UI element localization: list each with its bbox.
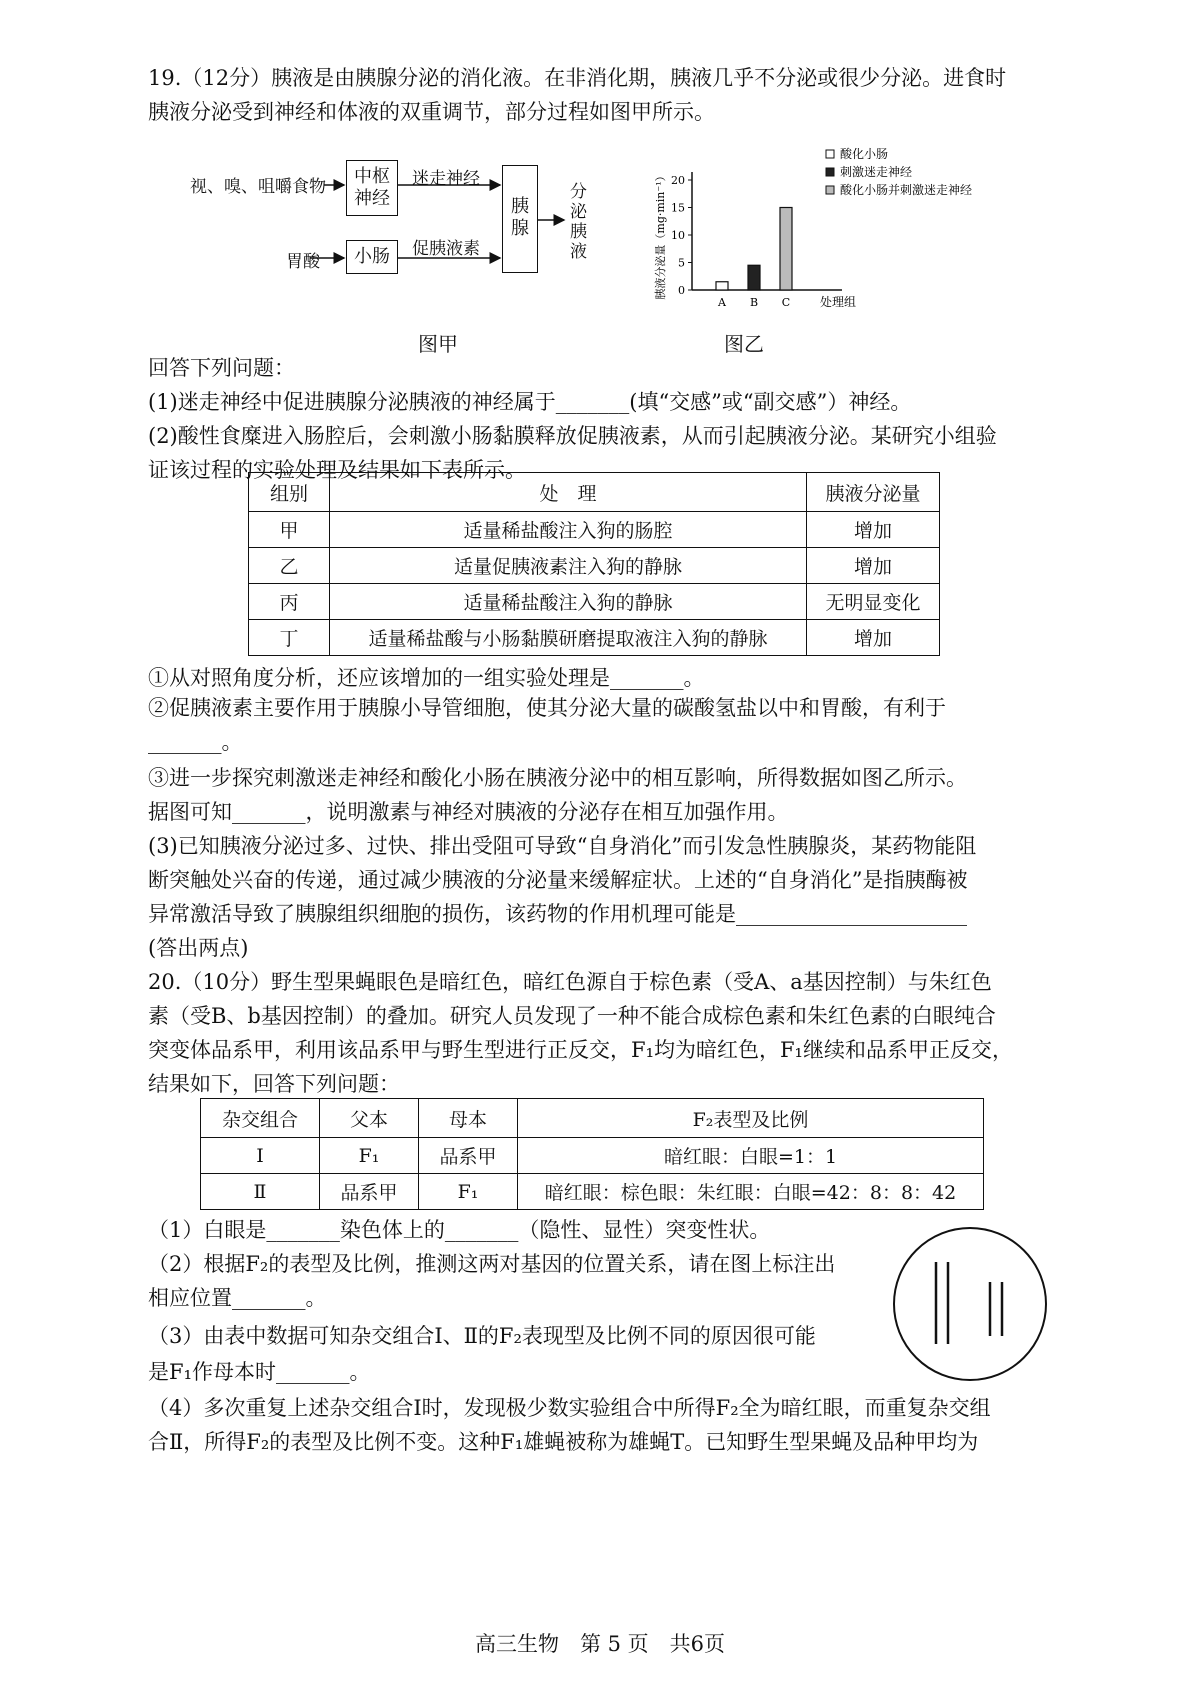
legend-label: 刺激迷走神经 (840, 165, 913, 179)
cell-father: F₁ (320, 1138, 419, 1174)
q19-c3-line2: 据图可知_______，说明激素与神经对胰液的分泌存在相互加强作用。 (148, 800, 789, 824)
q20-s3-line1: （3）由表中数据可知杂交组合Ⅰ、Ⅱ的F₂表现型及比例不同的原因很可能 (148, 1324, 816, 1348)
legend-swatch (826, 168, 834, 176)
y-tick-label: 10 (671, 229, 685, 242)
fig-a-intestine-box: 小肠 (346, 240, 398, 274)
y-tick-label: 15 (671, 201, 685, 215)
th-treatment: 处 理 (330, 473, 807, 512)
q20-table (200, 1098, 984, 1210)
q19-sub3-line2: 断突触处兴奋的传递，通过减少胰液的分泌量来缓解症状。上述的“自身消化”是指胰酶被 (148, 868, 968, 892)
table-row (249, 548, 940, 584)
q19-table (248, 472, 940, 656)
legend-label: 酸化小肠并刺激迷走神经 (840, 183, 973, 197)
y-tick-label: 5 (678, 256, 685, 270)
th-secretion: 胰液分泌量 (807, 473, 940, 512)
q20-s2-line1: （2）根据F₂的表型及比例，推测这两对基因的位置关系，请在图上标注出 (148, 1252, 836, 1276)
q19-intro-line2: 胰液分泌受到神经和体液的双重调节，部分过程如图甲所示。 (148, 100, 715, 124)
q19-answer-prompt: 回答下列问题： (148, 356, 295, 380)
fig-a-pancreas-line1: 胰 (511, 196, 529, 217)
cell-group: 丁 (249, 620, 330, 656)
th-f2: F₂表型及比例 (518, 1099, 984, 1138)
fig-b-chart (650, 142, 1010, 327)
cell-treatment: 适量稀盐酸与小肠黏膜研磨提取液注入狗的静脉 (330, 620, 807, 656)
q19-intro-line1: 19.（12分）胰液是由胰腺分泌的消化液。在非消化期，胰液几乎不分泌或很少分泌。进食时 (148, 66, 1007, 90)
cell-treatment: 适量促胰液素注入狗的静脉 (330, 548, 807, 584)
legend-swatch (826, 150, 834, 158)
q19-c3-line1: ③进一步探究刺激迷走神经和酸化小肠在胰液分泌中的相互影响，所得数据如图乙所示。 (148, 766, 967, 790)
table-header-row (201, 1099, 984, 1138)
th-father: 父本 (320, 1099, 419, 1138)
cell-circle (894, 1228, 1046, 1380)
fig-a-pancreas-line2: 腺 (511, 218, 529, 239)
cell-group: 丙 (249, 584, 330, 620)
fig-a-vagus-label: 迷走神经 (412, 169, 480, 189)
th-mother: 母本 (419, 1099, 518, 1138)
fig-a-caption: 图甲 (418, 332, 458, 356)
cell-cross: Ⅰ (201, 1138, 320, 1174)
q20-s4-line1: （4）多次重复上述杂交组合Ⅰ时，发现极少数实验组合中所得F₂全为暗红眼，而重复杂交组 (148, 1396, 991, 1420)
cell-group: 乙 (249, 548, 330, 584)
q20-intro-line2: 素（受B、b基因控制）的叠加。研究人员发现了一种不能合成棕色素和朱红色素的白眼纯合 (148, 1004, 996, 1028)
chromosome-diagram (890, 1224, 1050, 1384)
x-tick-label: C (781, 296, 791, 309)
cell-result: 无明显变化 (807, 584, 940, 620)
bar-B (748, 265, 760, 290)
cell-mother: F₁ (419, 1174, 518, 1210)
cell-treatment: 适量稀盐酸注入狗的静脉 (330, 584, 807, 620)
fig-b-caption: 图乙 (724, 332, 764, 356)
fig-a-secretin-label: 促胰液素 (412, 239, 480, 259)
legend-swatch (826, 186, 834, 194)
y-tick-label: 0 (678, 284, 685, 297)
table-row (249, 584, 940, 620)
fig-a-input-food: 视、嗅、咀嚼食物 (190, 177, 326, 197)
y-tick-label: 20 (671, 174, 685, 187)
th-cross: 杂交组合 (201, 1099, 320, 1138)
fig-a-input-acid: 胃酸 (286, 252, 320, 272)
cell-cross: Ⅱ (201, 1174, 320, 1210)
cell-group: 甲 (249, 512, 330, 548)
fig-a-cns-line1: 中枢 (354, 166, 390, 187)
page-footer: 高三生物 第 5 页 共6页 (474, 1632, 726, 1656)
q19-sub2-line1: (2)酸性食糜进入肠腔后，会刺激小肠黏膜释放促胰液素，从而引起胰液分泌。某研究小组验 (148, 424, 997, 448)
cell-father: 品系甲 (320, 1174, 419, 1210)
x-tick-label: B (749, 296, 759, 309)
q19-sub3-line1: (3)已知胰液分泌过多、过快、排出受阻可导致“自身消化”而引发急性胰腺炎，某药物能阻 (148, 834, 977, 858)
q19-sub3-line4: (答出两点) (148, 936, 249, 960)
fig-a-output-label: 分泌胰液 (570, 182, 587, 262)
table-row (201, 1174, 984, 1210)
q19-c1: ①从对照角度分析，还应该增加的一组实验处理是_______。 (148, 666, 705, 690)
q20-s4-line2: 合Ⅱ，所得F₂的表型及比例不变。这种F₁雄蝇被称为雄蝇T。已知野生型果蝇及品种甲均为 (148, 1430, 979, 1454)
x-tick-label: A (718, 296, 726, 309)
q19-sub1: (1)迷走神经中促进胰腺分泌胰液的神经属于_______(填“交感”或“副交感”）神经。 (148, 390, 912, 414)
table-header-row (249, 473, 940, 512)
q20-intro-line1: 20.（10分）野生型果蝇眼色是暗红色，暗红色源自于棕色素（受A、a基因控制）与朱红色 (148, 970, 992, 994)
table-row (249, 620, 940, 656)
q19-sub2-line2: 证该过程的实验处理及结果如下表所示。 (148, 458, 526, 482)
q20-s3-line2: 是F₁作母本时_______。 (148, 1360, 371, 1384)
q19-c2-line1: ②促胰液素主要作用于胰腺小导管细胞，使其分泌大量的碳酸氢盐以中和胃酸，有利于 (148, 696, 946, 720)
legend-label: 酸化小肠 (840, 147, 889, 161)
table-row (249, 512, 940, 548)
cell-mother: 品系甲 (419, 1138, 518, 1174)
th-group: 组别 (249, 473, 330, 512)
q19-sub3-line3: 异常激活导致了胰腺组织细胞的损伤，该药物的作用机理可能是______________________ (148, 902, 967, 926)
cell-f2: 暗红眼：白眼=1：1 (518, 1138, 984, 1174)
cell-f2: 暗红眼：棕色眼：朱红眼：白眼=42：8：8：42 (518, 1174, 984, 1210)
y-axis-label: 胰液分泌量（mg·min⁻¹） (654, 170, 667, 300)
fig-a-arrows (180, 150, 600, 290)
cell-result: 增加 (807, 512, 940, 548)
table-row (201, 1138, 984, 1174)
bar-C (780, 208, 792, 291)
q20-intro-line4: 结果如下，回答下列问题： (148, 1072, 400, 1096)
q20-s1: （1）白眼是_______染色体上的_______（隐性、显性）突变性状。 (148, 1218, 771, 1242)
cell-result: 增加 (807, 548, 940, 584)
q20-s2-line2: 相应位置_______。 (148, 1286, 327, 1310)
fig-a-cns-line2: 神经 (354, 188, 390, 209)
cell-result: 增加 (807, 620, 940, 656)
q19-c2-line2: _______。 (148, 730, 243, 754)
bar-A (716, 282, 728, 290)
q20-intro-line3: 突变体品系甲，利用该品系甲与野生型进行正反交，F₁均为暗红色，F₁继续和品系甲正反交， (148, 1038, 1013, 1062)
cell-treatment: 适量稀盐酸注入狗的肠腔 (330, 512, 807, 548)
x-axis-label: 处理组 (820, 295, 857, 309)
